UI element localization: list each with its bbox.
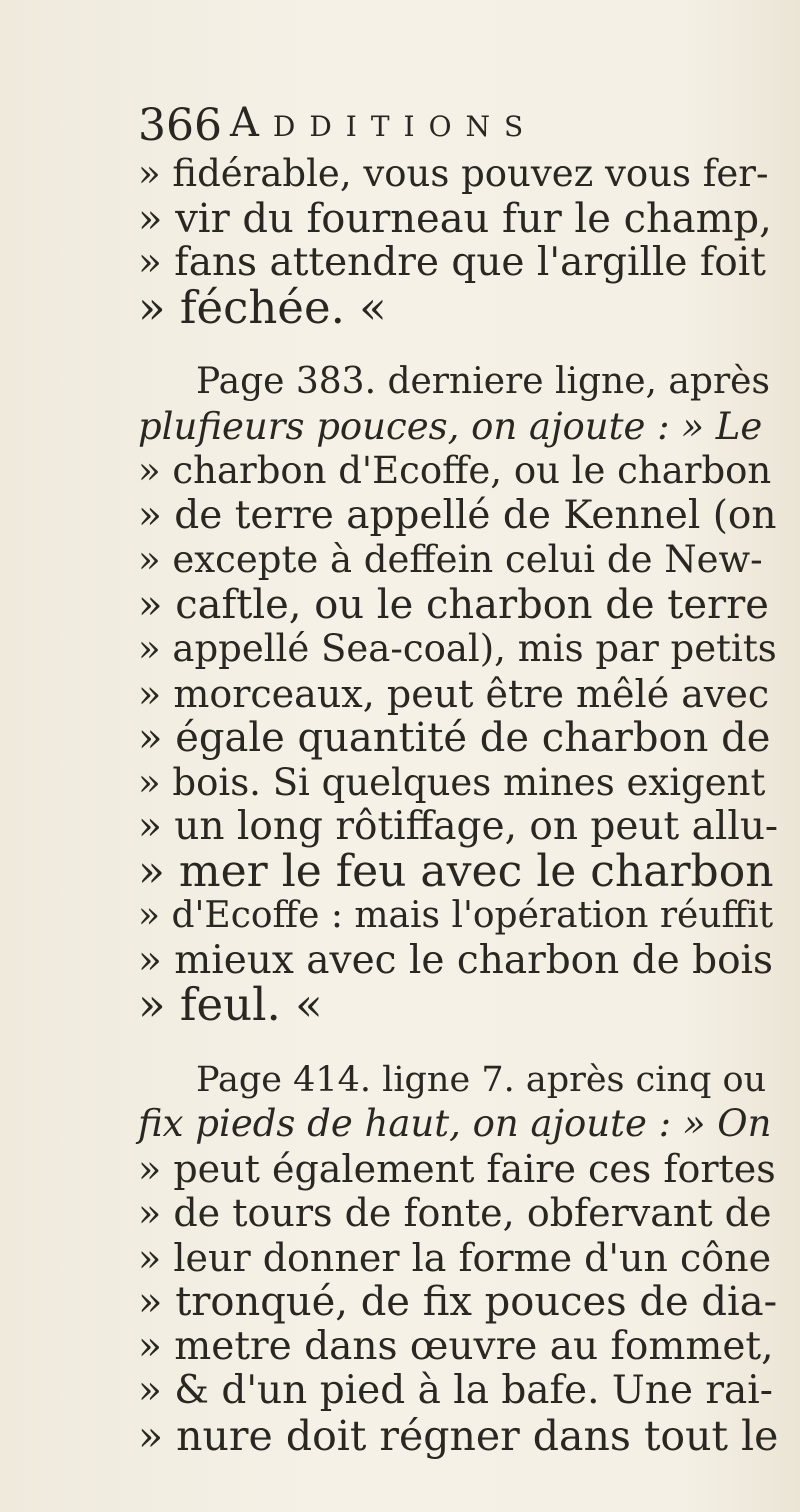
text-line: » peut également faire ces fortes xyxy=(138,1146,776,1191)
text-line: » féchée. « xyxy=(138,280,387,334)
text-line: plufieurs pouces, on ajoute : » Le xyxy=(138,404,763,448)
page-number: 366 xyxy=(138,100,222,151)
text-line: » un long rôtiffage, on peut allu- xyxy=(138,804,779,849)
text-line: Page 383. derniere ligne, après xyxy=(196,361,770,402)
text-line: » fans attendre que l'argille foit xyxy=(138,240,766,285)
text-line: » bois. Si quelques mines exigent xyxy=(138,760,766,804)
text-line: » caftle, ou le charbon de terre xyxy=(138,581,769,628)
text-line: Page 414. ligne 7. après cinq ou xyxy=(196,1059,767,1100)
text-line: » mieux avec le charbon de bois xyxy=(138,937,774,983)
text-line: » appellé Sea-coal), mis par petits xyxy=(138,627,777,670)
text-line: » vir du fourneau fur le champ, xyxy=(138,195,772,242)
text-line: » nure doit régner dans tout le xyxy=(138,1411,779,1460)
paragraph-gap xyxy=(138,330,778,360)
text-line: » de tours de fonte, obfervant de xyxy=(138,1191,772,1235)
text-line: » metre dans œuvre au fommet, xyxy=(138,1323,774,1369)
text-line: » morceaux, peut être mêlé avec xyxy=(138,671,770,716)
page-header xyxy=(138,100,698,160)
text-line: » & d'un pied à la bafe. Une rai- xyxy=(138,1368,773,1413)
body-text xyxy=(138,152,778,1458)
running-head: Additions xyxy=(230,100,538,146)
text-line: » excepte à deffein celui de New- xyxy=(138,538,763,581)
text-line: » d'Ecoffe : mais l'opération réuffit xyxy=(138,895,774,936)
text-line: » leur donner la forme d'un cône xyxy=(138,1235,772,1280)
text-line: » mer le feu avec le charbon xyxy=(138,845,774,897)
text-line: fix pieds de haut, on ajoute : » On xyxy=(138,1102,772,1145)
text-line: » tronqué, de fix pouces de dia- xyxy=(138,1279,778,1325)
text-line: » fidérable, vous pouvez vous fer- xyxy=(138,152,769,195)
text-line: » feul. « xyxy=(138,978,323,1031)
text-line: » de terre appellé de Kennel (on xyxy=(138,492,777,538)
text-line: » charbon d'Ecoffe, ou le charbon xyxy=(138,449,772,492)
text-line: » égale quantité de charbon de xyxy=(138,715,771,761)
paragraph-gap xyxy=(138,1028,778,1058)
